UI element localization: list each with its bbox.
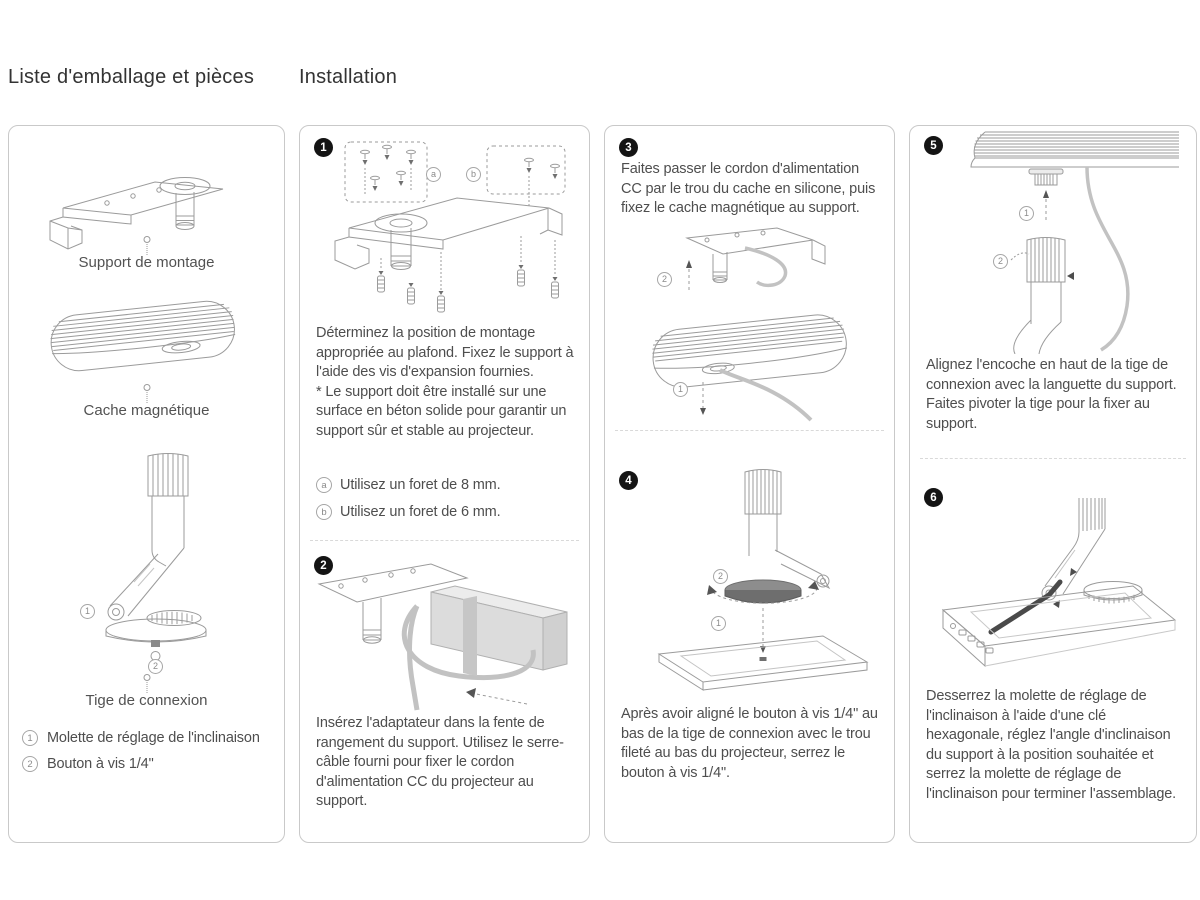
step-5-paragraph: Alignez l'encoche en haut de la tige de connexion avec la languette du support. Faites pivoter la tige pour la fixer au support. <box>926 357 1177 432</box>
step-1-illustration <box>315 136 575 326</box>
step-3-marker-1: 1 <box>673 382 688 397</box>
step-5-text <box>926 356 1184 434</box>
legend-marker-2: 2 <box>22 756 38 772</box>
step-4-marker-1: 1 <box>711 616 726 631</box>
pointer-line <box>143 384 150 403</box>
step-1-svg <box>315 136 575 326</box>
step-6-text <box>926 687 1186 805</box>
steps-panel-1-2 <box>299 125 590 843</box>
section-divider <box>310 540 579 541</box>
step-6-badge: 6 <box>924 488 943 507</box>
rod-marker-1: 1 <box>80 604 95 619</box>
step-4-illustration <box>625 464 875 694</box>
bullet-b-text: Utilisez un foret de 6 mm. <box>340 504 501 520</box>
section-divider <box>615 430 884 431</box>
step-1-marker-b: b <box>466 167 481 182</box>
step-1-paragraph: Déterminez la position de montage appropriée au plafond. Fixez le support à l'aide des vis d'expansion fournies. <box>316 325 574 381</box>
step-2-badge: 2 <box>314 556 333 575</box>
legend-text-2: Bouton à vis 1/4" <box>47 756 154 772</box>
section-divider <box>920 458 1186 459</box>
drill-bullet-a <box>316 477 501 493</box>
step-1-text <box>316 324 574 442</box>
connection-rod-illustration <box>62 446 232 674</box>
bullet-b-marker: b <box>316 504 332 520</box>
step-2-text <box>316 714 572 812</box>
step-6-illustration <box>929 498 1179 676</box>
legend-marker-1: 1 <box>22 730 38 746</box>
step-4-paragraph: Après avoir aligné le bouton à vis 1/4" au bas de la tige de connexion avec le trou fileté au bas du projecteur, serrez le bouton à vis 1/4". <box>621 706 878 781</box>
steps-panel-5-6 <box>909 125 1197 843</box>
step-5-svg <box>929 128 1179 354</box>
steps-panel-3-4 <box>604 125 895 843</box>
step-2-svg <box>313 558 578 718</box>
step-1-badge: 1 <box>314 138 333 157</box>
magnetic-cover-label: Cache magnétique <box>83 402 210 419</box>
magnetic-cover-svg <box>33 294 253 382</box>
mount-bracket-label: Support de montage <box>78 254 215 271</box>
step-4-text <box>621 705 881 783</box>
connection-rod-svg <box>62 446 232 674</box>
step-6-paragraph: Desserrez la molette de réglage de l'inclinaison à l'aide d'une clé hexagonale, réglez l'angle d'inclinaison du support à la position souhaitée et serrez la molette de réglage de l'inclinaison pour terminer l'assemblage. <box>926 688 1177 802</box>
pointer-line <box>143 674 150 693</box>
drill-bullet-b <box>316 504 501 520</box>
parts-legend <box>22 730 276 782</box>
step-5-marker-2: 2 <box>993 254 1008 269</box>
step-3-marker-2: 2 <box>657 272 672 287</box>
packing-heading: Liste d'emballage et pièces <box>8 66 255 88</box>
step-4-marker-2: 2 <box>713 569 728 584</box>
step-3-illustration <box>625 224 875 424</box>
step-3-text <box>621 160 883 219</box>
step-5-badge: 5 <box>924 136 943 155</box>
step-5-marker-1: 1 <box>1019 206 1034 221</box>
legend-item <box>22 730 276 746</box>
step-3-svg <box>625 224 875 424</box>
step-1-marker-a: a <box>426 167 441 182</box>
magnetic-cover-illustration <box>33 294 253 382</box>
step-3-badge: 3 <box>619 138 638 157</box>
bullet-a-marker: a <box>316 477 332 493</box>
step-6-svg <box>929 498 1179 676</box>
step-2-paragraph: Insérez l'adaptateur dans la fente de rangement du support. Utilisez le serre-câble fourni pour fixer le cordon d'alimentation CC du projecteur au support. <box>316 715 564 810</box>
connection-rod-label: Tige de connexion <box>85 692 208 709</box>
step-3-paragraph: Faites passer le cordon d'alimentation CC par le trou du cache en silicone, puis fixez le cache magnétique au support. <box>621 161 876 217</box>
bullet-a-text: Utilisez un foret de 8 mm. <box>340 477 501 493</box>
legend-text-1: Molette de réglage de l'inclinaison <box>47 730 260 746</box>
installation-heading: Installation <box>299 66 398 88</box>
step-1-note: * Le support doit être installé sur une surface en béton solide pour garantir un support sûr et stable au projecteur. <box>316 383 567 439</box>
parts-panel <box>8 125 285 843</box>
step-4-badge: 4 <box>619 471 638 490</box>
step-2-illustration <box>313 558 578 718</box>
step-4-svg <box>625 464 875 694</box>
pointer-line <box>143 236 150 255</box>
legend-item <box>22 756 276 772</box>
rod-marker-2: 2 <box>148 659 163 674</box>
step-5-illustration <box>929 128 1179 354</box>
